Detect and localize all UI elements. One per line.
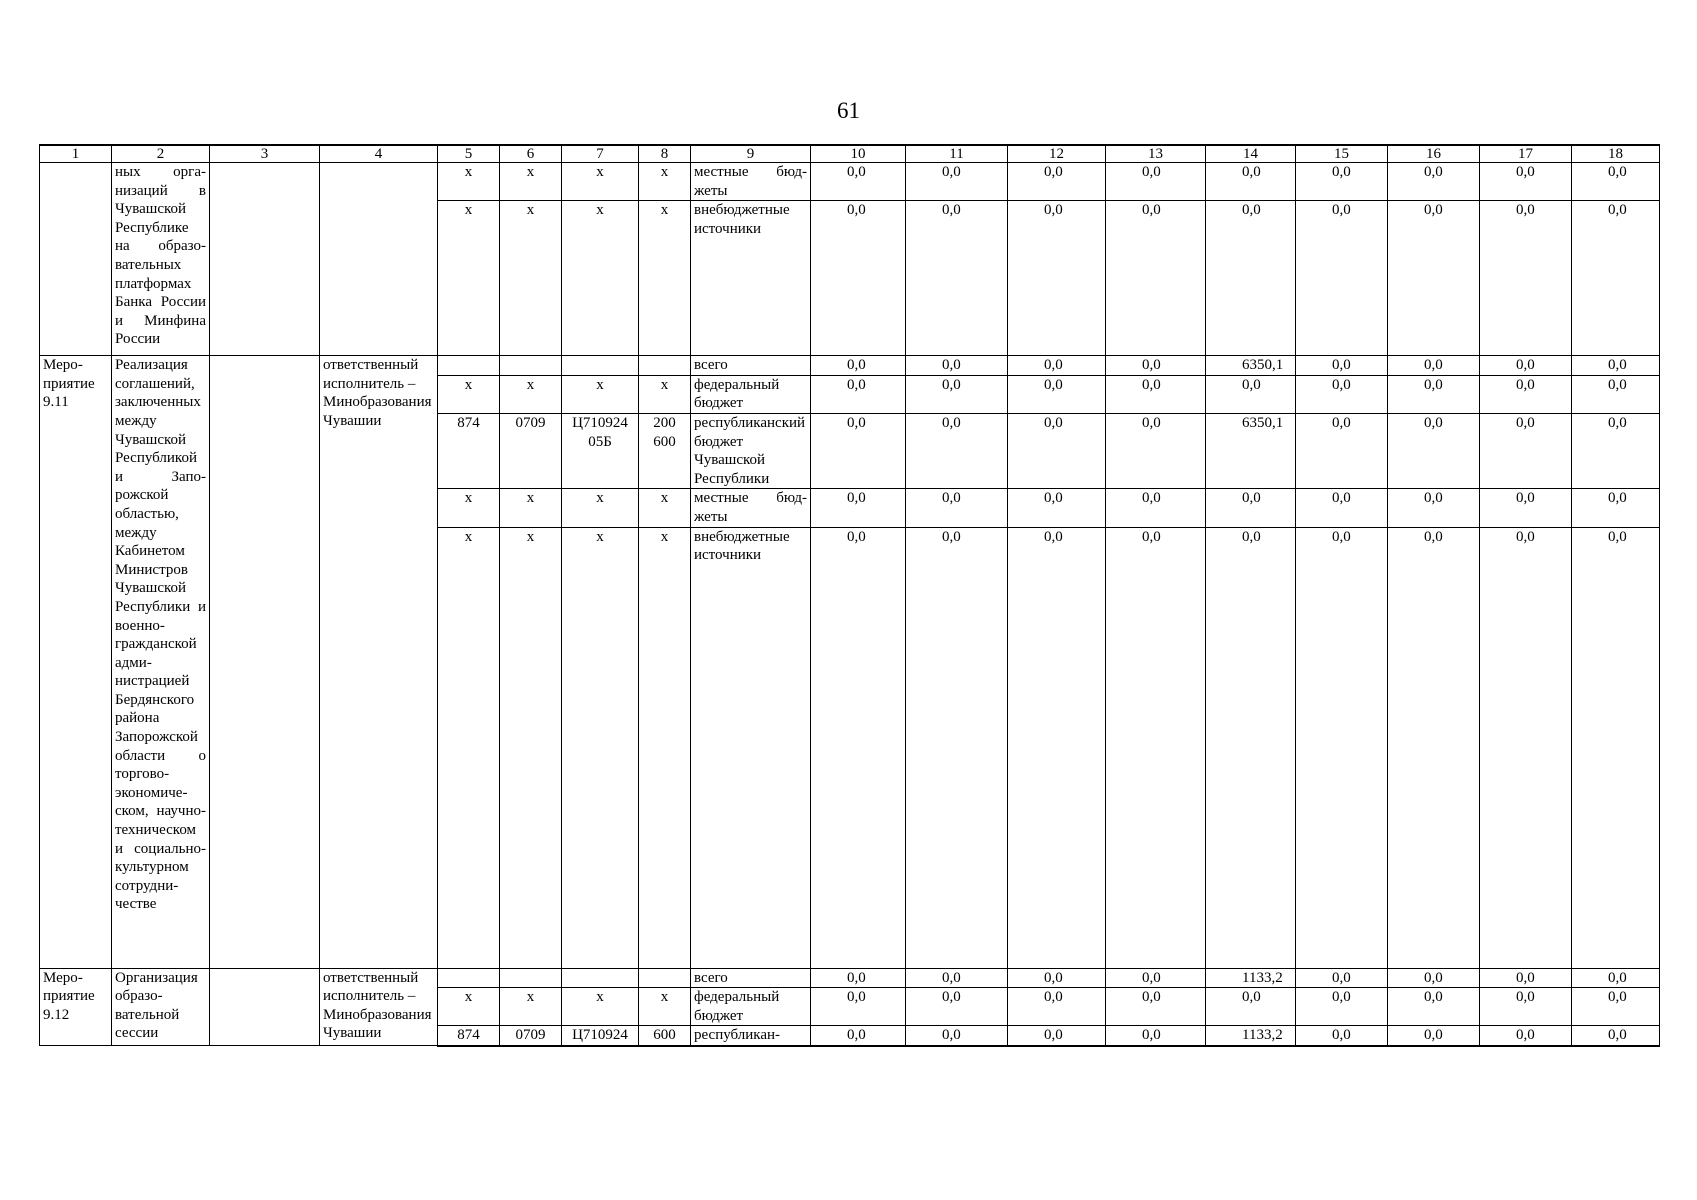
value-cell: 0,0 [1106,356,1206,376]
value-cell: 0,0 [1106,489,1206,527]
value-cell: 0,0 [1388,163,1480,201]
value-cell: 0,0 [1480,356,1572,376]
code-cell: x [562,988,639,1026]
code-cell: x [639,527,691,968]
code-cell: x [500,988,562,1026]
funding-source: внебюджетные источники [691,201,811,356]
value-cell: 0,0 [1296,489,1388,527]
column-header: 8 [639,145,691,163]
value-cell: 0,0 [1206,988,1296,1026]
value-cell: 0,0 [906,968,1008,988]
column-number-row [40,145,1660,163]
value-cell: 0,0 [811,988,906,1026]
activity-name: ных организаций в Чувашской Республике на образовательных платформах Банка России и Минфина России [112,163,210,356]
value-cell: 0,0 [1572,988,1660,1026]
value-cell: 0,0 [1388,527,1480,968]
column-header: 1 [40,145,112,163]
code-cell: x [438,163,500,201]
activity-name: Реализация соглашений, заключенных между Чувашской Республикой и Запорожской областью, между Кабинетом Министров Чувашской Республики и военно-гражданской администрацией Бердянского района Запорожской области о торгово-экономическом, научно-техническом и социально-культурном сотрудничестве [112,356,210,968]
funding-source: местные бюджеты [691,489,811,527]
code-cell: x [562,375,639,413]
column-header: 5 [438,145,500,163]
value-cell: 0,0 [906,988,1008,1026]
code-cell: x [438,988,500,1026]
executor [320,163,438,356]
activity-label: Мероприятие 9.11 [40,356,112,968]
value-cell: 0,0 [906,527,1008,968]
code-cell [562,968,639,988]
column-header: 9 [691,145,811,163]
value-cell: 0,0 [811,356,906,376]
funding-source: республикан- [691,1026,811,1046]
code-cell: x [438,375,500,413]
value-cell: 0,0 [1106,527,1206,968]
column-header: 15 [1296,145,1388,163]
value-cell: 0,0 [906,375,1008,413]
code-cell: x [500,163,562,201]
value-cell: 0,0 [1206,201,1296,356]
column-header: 3 [210,145,320,163]
value-cell: 0,0 [1008,1026,1106,1046]
value-cell: 0,0 [1572,413,1660,488]
code-cell: x [639,163,691,201]
value-cell: 0,0 [1388,201,1480,356]
executor: ответственный исполнитель – Минобразования Чувашии [320,356,438,968]
column-header: 4 [320,145,438,163]
empty-cell [210,356,320,968]
table-row [40,968,1660,988]
value-cell: 0,0 [1480,163,1572,201]
code-cell [639,356,691,376]
value-cell: 0,0 [1388,1026,1480,1046]
value-cell: 0,0 [811,163,906,201]
value-cell: 0,0 [1296,356,1388,376]
column-header: 16 [1388,145,1480,163]
table-row [40,163,1660,201]
value-cell: 0,0 [906,489,1008,527]
value-cell: 0,0 [1296,1026,1388,1046]
column-header: 14 [1206,145,1296,163]
value-cell: 0,0 [1106,1026,1206,1046]
value-cell: 0,0 [1480,988,1572,1026]
code-cell: 0709 [500,1026,562,1046]
column-header: 12 [1008,145,1106,163]
value-cell: 0,0 [1572,375,1660,413]
code-cell: x [500,489,562,527]
column-header: 13 [1106,145,1206,163]
value-cell: 0,0 [811,968,906,988]
code-cell: x [639,375,691,413]
value-cell: 0,0 [1296,527,1388,968]
code-cell [500,968,562,988]
value-cell: 0,0 [1008,375,1106,413]
value-cell: 0,0 [1572,489,1660,527]
code-cell: 874 [438,413,500,488]
activity-name: Организация образовательной сессии [112,968,210,1046]
value-cell: 0,0 [1388,413,1480,488]
value-cell: 0,0 [1296,201,1388,356]
value-cell: 0,0 [811,413,906,488]
table-row [40,356,1660,376]
code-cell: x [562,163,639,201]
value-cell: 0,0 [1296,375,1388,413]
value-cell: 1133,2 [1206,1026,1296,1046]
code-cell: x [500,375,562,413]
value-cell: 0,0 [1572,527,1660,968]
code-cell: x [639,988,691,1026]
code-cell: x [639,201,691,356]
code-cell: 0709 [500,413,562,488]
column-header: 6 [500,145,562,163]
value-cell: 0,0 [1008,413,1106,488]
value-cell: 0,0 [1206,163,1296,201]
column-header: 17 [1480,145,1572,163]
funding-source: федеральный бюджет [691,375,811,413]
code-cell: x [438,201,500,356]
funding-source: внебюджетные источники [691,527,811,968]
code-cell [639,968,691,988]
value-cell: 0,0 [1008,968,1106,988]
funding-source: местные бюджеты [691,163,811,201]
code-cell [562,356,639,376]
code-cell: x [562,201,639,356]
code-cell: x [438,527,500,968]
funding-source: всего [691,356,811,376]
executor: ответственный исполнитель – Минобразования Чувашии [320,968,438,1046]
value-cell: 0,0 [906,413,1008,488]
value-cell: 0,0 [1106,988,1206,1026]
page-number: 61 [837,98,860,123]
code-cell: Ц710924 [562,1026,639,1046]
activity-label: Мероприятие 9.12 [40,968,112,1046]
value-cell: 1133,2 [1206,968,1296,988]
value-cell: 0,0 [906,1026,1008,1046]
value-cell: 0,0 [1572,968,1660,988]
funding-source: республиканский бюджет Чувашской Республики [691,413,811,488]
code-cell: x [562,527,639,968]
value-cell: 0,0 [1206,375,1296,413]
value-cell: 0,0 [1008,489,1106,527]
value-cell: 0,0 [811,489,906,527]
value-cell: 0,0 [1388,489,1480,527]
code-cell: x [438,489,500,527]
value-cell: 0,0 [1480,375,1572,413]
funding-source: всего [691,968,811,988]
value-cell: 0,0 [906,201,1008,356]
value-cell: 0,0 [1296,163,1388,201]
funding-source: федеральный бюджет [691,988,811,1026]
value-cell: 0,0 [1008,527,1106,968]
value-cell: 6350,1 [1206,356,1296,376]
value-cell: 0,0 [1008,163,1106,201]
value-cell: 0,0 [1572,356,1660,376]
column-header: 7 [562,145,639,163]
value-cell: 0,0 [1106,968,1206,988]
value-cell: 0,0 [1388,968,1480,988]
value-cell: 0,0 [1008,356,1106,376]
value-cell: 0,0 [811,1026,906,1046]
value-cell: 0,0 [1572,163,1660,201]
value-cell: 0,0 [1008,201,1106,356]
column-header: 11 [906,145,1008,163]
value-cell: 6350,1 [1206,413,1296,488]
value-cell: 0,0 [906,356,1008,376]
code-cell: 600 [639,1026,691,1046]
value-cell: 0,0 [1388,988,1480,1026]
value-cell: 0,0 [1388,375,1480,413]
code-cell: x [639,489,691,527]
code-cell [438,968,500,988]
code-cell: x [562,489,639,527]
value-cell: 0,0 [811,527,906,968]
budget-table [39,144,1660,1047]
value-cell: 0,0 [1480,489,1572,527]
value-cell: 0,0 [1296,968,1388,988]
value-cell: 0,0 [1296,413,1388,488]
value-cell: 0,0 [811,201,906,356]
code-cell: 874 [438,1026,500,1046]
value-cell: 0,0 [1480,527,1572,968]
value-cell: 0,0 [1106,201,1206,356]
value-cell: 0,0 [1572,201,1660,356]
value-cell: 0,0 [1106,163,1206,201]
column-header: 2 [112,145,210,163]
value-cell: 0,0 [1388,356,1480,376]
empty-cell [210,968,320,1046]
value-cell: 0,0 [1296,988,1388,1026]
code-cell: Ц710924 05Б [562,413,639,488]
value-cell: 0,0 [906,163,1008,201]
value-cell: 0,0 [1206,527,1296,968]
code-cell: x [500,527,562,968]
code-cell [438,356,500,376]
value-cell: 0,0 [1480,413,1572,488]
value-cell: 0,0 [1106,413,1206,488]
activity-label [40,163,112,356]
value-cell: 0,0 [811,375,906,413]
value-cell: 0,0 [1480,1026,1572,1046]
column-header: 18 [1572,145,1660,163]
value-cell: 0,0 [1480,201,1572,356]
value-cell: 0,0 [1206,489,1296,527]
empty-cell [210,163,320,356]
code-cell: x [500,201,562,356]
value-cell: 0,0 [1480,968,1572,988]
column-header: 10 [811,145,906,163]
code-cell: 200 600 [639,413,691,488]
value-cell: 0,0 [1008,988,1106,1026]
code-cell [500,356,562,376]
value-cell: 0,0 [1572,1026,1660,1046]
value-cell: 0,0 [1106,375,1206,413]
